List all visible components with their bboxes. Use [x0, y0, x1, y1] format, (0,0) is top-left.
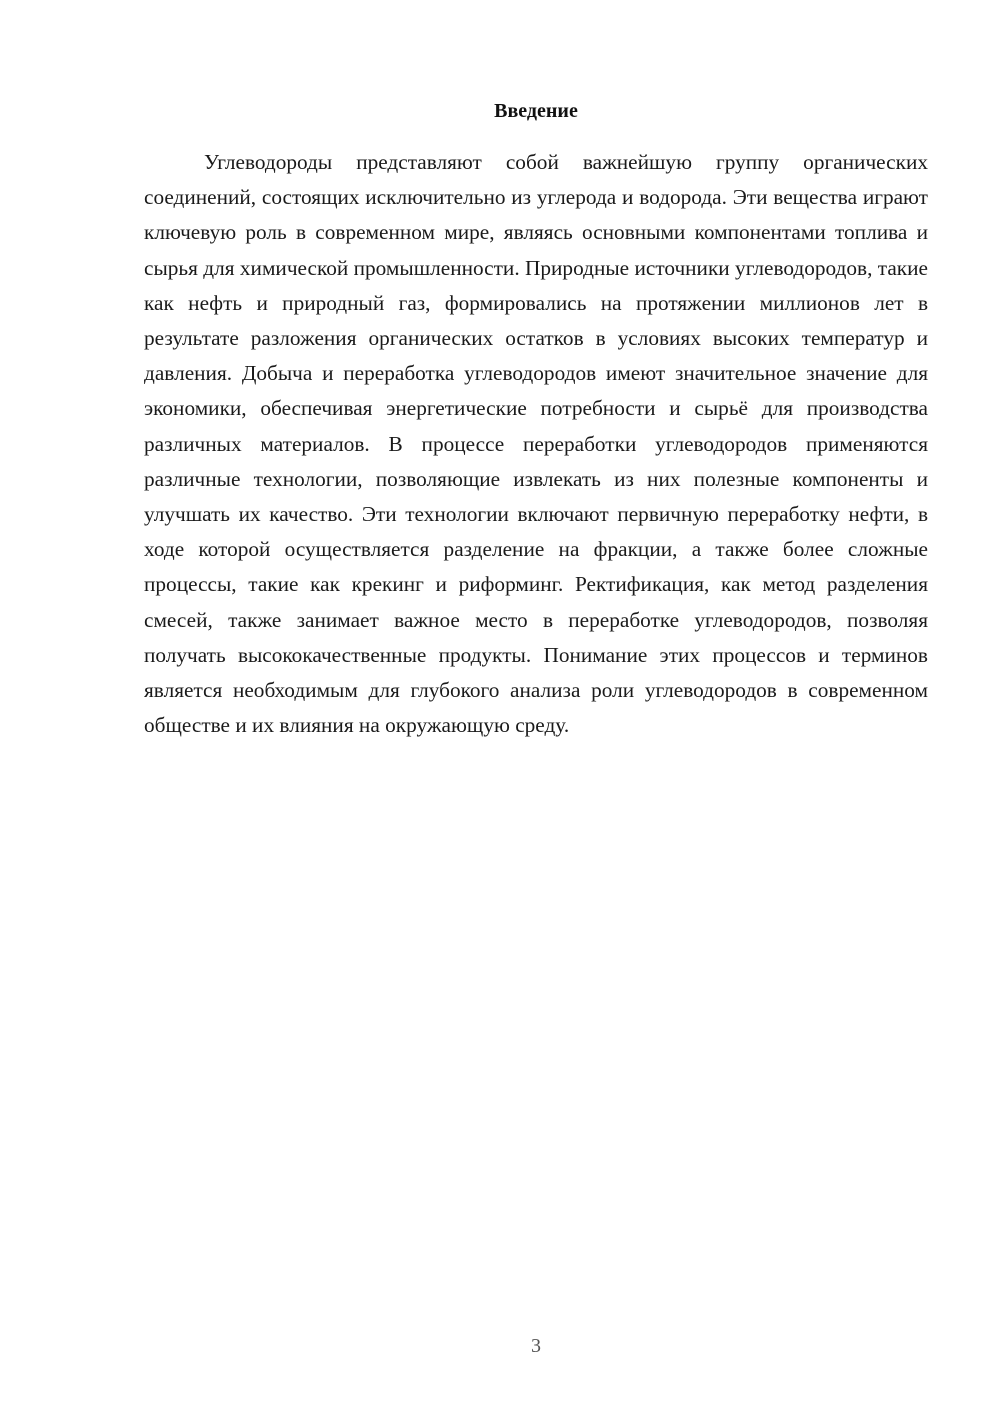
introduction-paragraph: Углеводороды представляют собой важнейшую группу органических соединений, состоящих исключительно из углерода и водорода. Эти вещества играют ключевую роль в современном мире, являясь основными компонентами топлива и сырья для химической промышленности. Природные источники углеводородов, такие как нефть и природный газ, формировались на протяжении миллионов лет в результате разложения органических остатков в условиях высоких температур и давления. Добыча и переработка углеводородов имеют значительное значение для экономики, обеспечивая энергетические потребности и сырьё для производства различных материалов. В процессе переработки углеводородов применяются различные технологии, позволяющие извлекать из них полезные компоненты и улучшать их качество. Эти технологии включают первичную переработку нефти, в ходе которой осуществляется разделение на фракции, а также более сложные процессы, такие как крекинг и риформинг. Ректификация, как метод разделения смесей, также занимает важное место в переработке углеводородов, позволяя получать высококачественные продукты. Понимание этих процессов и терминов является необходимым для глубокого анализа роли углеводородов в современном обществе и их влияния на окружающую среду. — [144, 150, 928, 738]
page-number: 3 — [531, 1335, 541, 1357]
section-heading: Введение — [494, 100, 578, 122]
